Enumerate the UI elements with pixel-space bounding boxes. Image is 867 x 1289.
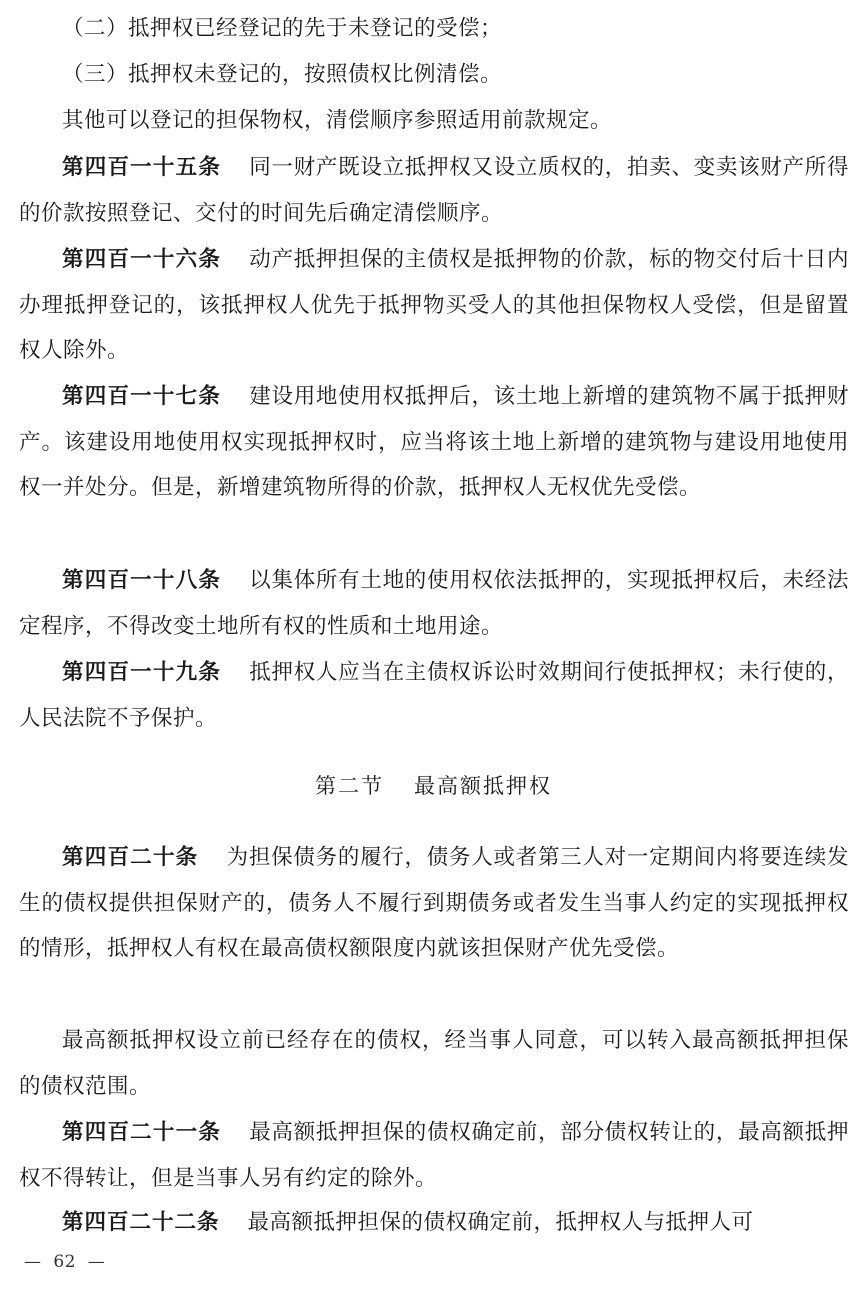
article-text: 同一财产既设立抵押权又设立质权的，拍卖、变卖该财产所得的价款按照登记、交付的时间先后确定清偿顺序。 — [19, 155, 849, 226]
article-number: 第四百一十九条 — [62, 660, 222, 685]
article-number: 第四百一十八条 — [62, 568, 222, 593]
article-number: 第四百一十七条 — [62, 384, 222, 409]
article-text: 最高额抵押担保的债权确定前，部分债权转让的，最高额抵押权不得转让，但是当事人另有约定的除外。 — [19, 1120, 849, 1191]
article-text: 动产抵押担保的主债权是抵押物的价款，标的物交付后十日内办理抵押登记的，该抵押权人优先于抵押物买受人的其他担保物权人受偿，但是留置权人除外。 — [19, 247, 849, 364]
article-419 — [19, 650, 849, 741]
article-422 — [19, 1200, 849, 1246]
article-415 — [19, 145, 849, 236]
paragraph-clearance-order: 其他可以登记的担保物权，清偿顺序参照适用前款规定。 — [62, 108, 613, 133]
article-417 — [19, 374, 849, 511]
section-title: 最高额抵押权 — [414, 774, 552, 798]
page-footer — [24, 1252, 105, 1272]
article-418 — [19, 558, 849, 649]
article-number: 第四百二十一条 — [62, 1120, 222, 1145]
article-text: 为担保债务的履行，债务人或者第三人对一定期间内将要连续发生的债权提供担保财产的，债务人不履行到期债务或者发生当事人约定的实现抵押权的情形，抵押权人有权在最高债权额限度内就该担保财产优先受偿。 — [19, 845, 849, 962]
article-416 — [19, 237, 849, 374]
article-text: 抵押权人应当在主债权诉讼时效期间行使抵押权；未行使的，人民法院不予保护。 — [19, 660, 849, 731]
paragraph-item-2: （二）抵押权已经登记的先于未登记的受偿； — [62, 16, 503, 41]
article-text: 建设用地使用权抵押后，该土地上新增的建筑物不属于抵押财产。该建设用地使用权实现抵押权时，应当将该土地上新增的建筑物与建设用地使用权一并处分。但是，新增建筑物所得的价款，抵押权人无权优先受偿。 — [19, 384, 849, 501]
page-number: 62 — [53, 1252, 76, 1272]
footer-dash-left: — — [24, 1252, 42, 1272]
article-number: 第四百二十二条 — [62, 1210, 220, 1235]
paragraph-item-3: （三）抵押权未登记的，按照债权比例清偿。 — [62, 62, 503, 87]
paragraph-prior-claims: 最高额抵押权设立前已经存在的债权，经当事人同意，可以转入最高额抵押担保的债权范围。 — [19, 1028, 849, 1099]
article-text: 以集体所有土地的使用权依法抵押的，实现抵押权后，未经法定程序，不得改变土地所有权的性质和土地用途。 — [19, 568, 849, 639]
article-420 — [19, 835, 849, 972]
article-text: 最高额抵押担保的债权确定前，抵押权人与抵押人可 — [247, 1210, 754, 1235]
article-number: 第四百二十条 — [62, 845, 199, 870]
article-number: 第四百一十六条 — [62, 247, 222, 272]
article-number: 第四百一十五条 — [62, 155, 222, 180]
article-421 — [19, 1110, 849, 1201]
footer-dash-right: — — [87, 1252, 106, 1272]
section-number: 第二节 — [315, 774, 384, 798]
section-heading — [0, 770, 867, 800]
